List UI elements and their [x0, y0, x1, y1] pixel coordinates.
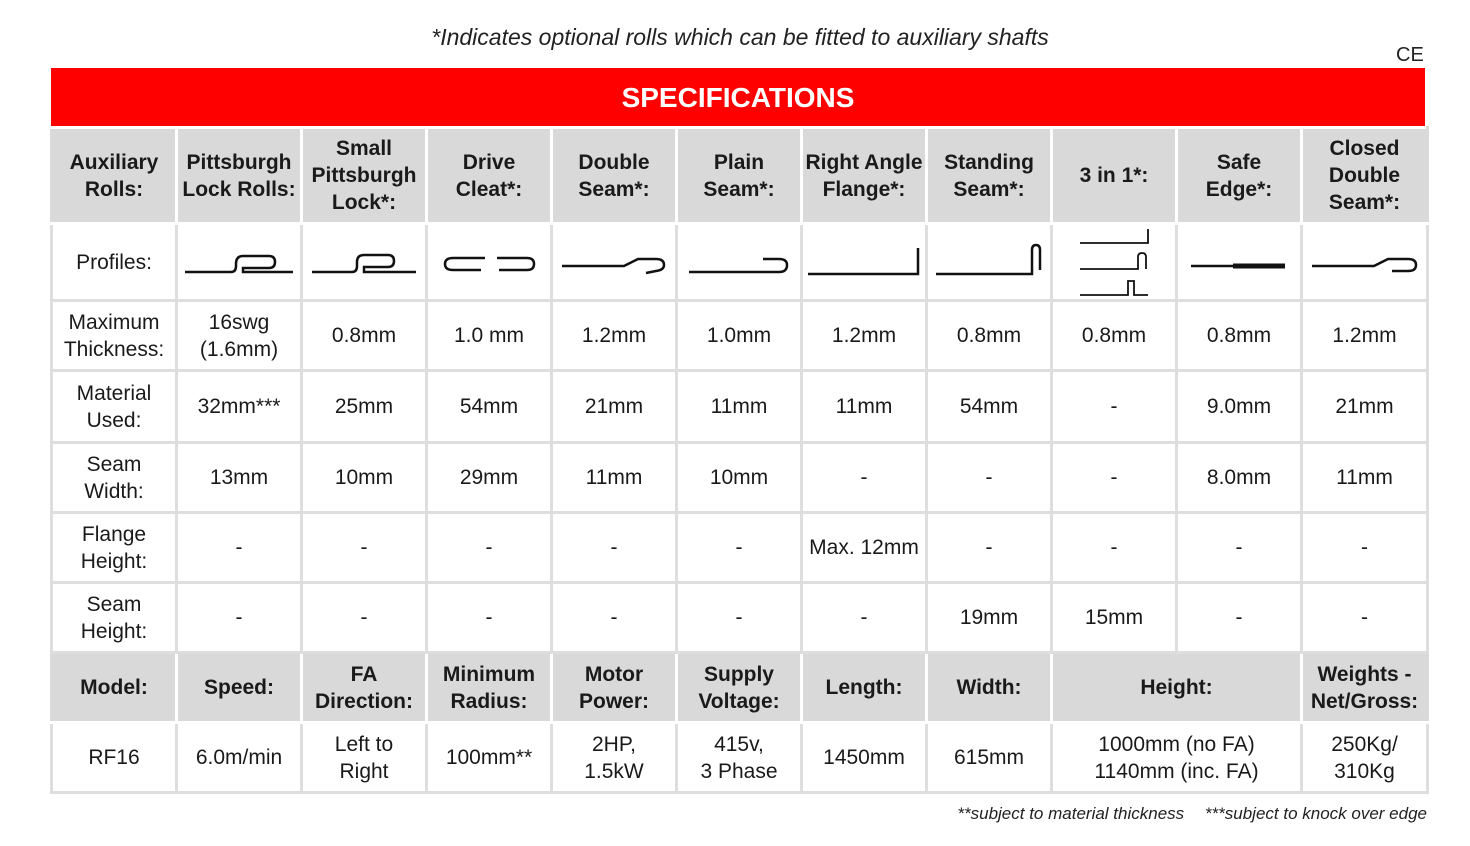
pittsburgh-lock-profile-icon — [183, 242, 295, 282]
spec-value: - — [177, 513, 302, 583]
ce-mark: CE — [1396, 44, 1424, 66]
spec-value: 1.0 mm — [427, 301, 552, 371]
model-value: RF16 — [52, 723, 177, 793]
spec-row-label: Flange Height: — [52, 513, 177, 583]
spec-value: - — [1177, 513, 1302, 583]
profile-cell — [302, 224, 427, 301]
profiles-row — [52, 224, 1428, 301]
spec-value: - — [927, 513, 1052, 583]
spec-value: - — [1302, 513, 1428, 583]
spec-value: 9.0mm — [1177, 371, 1302, 443]
model-column-header: Minimum Radius: — [427, 653, 552, 723]
model-column-header: Motor Power: — [552, 653, 677, 723]
roll-column-header: 3 in 1*: — [1052, 128, 1177, 224]
spec-value: 21mm — [1302, 371, 1428, 443]
spec-row — [52, 443, 1428, 513]
spec-value: 21mm — [552, 371, 677, 443]
spec-value: - — [427, 583, 552, 653]
spec-row-label: Material Used: — [52, 371, 177, 443]
footnotes — [957, 804, 1427, 824]
footnote-material-thickness: **subject to material thickness — [957, 804, 1185, 823]
spec-row-label: Seam Width: — [52, 443, 177, 513]
spec-value: 11mm — [802, 371, 927, 443]
model-header-row — [52, 653, 1428, 723]
three-in-one-profile-icon — [1076, 225, 1152, 299]
spec-value: 29mm — [427, 443, 552, 513]
spec-value: 15mm — [1052, 583, 1177, 653]
spec-value: - — [927, 443, 1052, 513]
spec-value: - — [427, 513, 552, 583]
profile-cell — [927, 224, 1052, 301]
footnote-knock-over-edge: ***subject to knock over edge — [1204, 804, 1427, 823]
spec-value: 0.8mm — [927, 301, 1052, 371]
model-value: 1450mm — [802, 723, 927, 793]
drive-cleat-profile-icon — [439, 242, 539, 282]
spec-value: - — [552, 583, 677, 653]
specifications-title: SPECIFICATIONS — [51, 68, 1425, 127]
spec-row — [52, 513, 1428, 583]
roll-column-header: Pittsburgh Lock Rolls: — [177, 128, 302, 224]
spec-value: 11mm — [677, 371, 802, 443]
model-value: 250Kg/ 310Kg — [1302, 723, 1428, 793]
spec-value: 13mm — [177, 443, 302, 513]
model-value: Left to Right — [302, 723, 427, 793]
spec-value: 11mm — [552, 443, 677, 513]
roll-column-header: Plain Seam*: — [677, 128, 802, 224]
spec-row-label: Maximum Thickness: — [52, 301, 177, 371]
spec-value: 8.0mm — [1177, 443, 1302, 513]
spec-value: Max. 12mm — [802, 513, 927, 583]
model-column-header: Width: — [927, 653, 1052, 723]
profile-cell — [427, 224, 552, 301]
optional-rolls-note: *Indicates optional rolls which can be fitted to auxiliary shafts — [431, 24, 1049, 50]
right-angle-flange-profile-icon — [806, 242, 922, 282]
roll-column-header: Drive Cleat*: — [427, 128, 552, 224]
profile-cell — [1052, 224, 1177, 301]
spec-row — [52, 301, 1428, 371]
profiles-label: Profiles: — [52, 224, 177, 301]
profile-cell — [677, 224, 802, 301]
spec-value: - — [677, 583, 802, 653]
spec-row — [52, 371, 1428, 443]
model-value: 2HP, 1.5kW — [552, 723, 677, 793]
roll-column-header: Small Pittsburgh Lock*: — [302, 128, 427, 224]
spec-value: - — [1177, 583, 1302, 653]
model-column-header: Weights - Net/Gross: — [1302, 653, 1428, 723]
profile-cell — [552, 224, 677, 301]
spec-value: 19mm — [927, 583, 1052, 653]
model-column-header: FA Direction: — [302, 653, 427, 723]
model-value: 6.0m/min — [177, 723, 302, 793]
spec-value: 0.8mm — [302, 301, 427, 371]
model-column-header: Model: — [52, 653, 177, 723]
model-value: 100mm** — [427, 723, 552, 793]
spec-value: - — [177, 583, 302, 653]
spec-value: 54mm — [927, 371, 1052, 443]
model-value: 1000mm (no FA) 1140mm (inc. FA) — [1052, 723, 1302, 793]
spec-value: - — [1052, 371, 1177, 443]
spec-value: - — [802, 443, 927, 513]
spec-value: - — [302, 583, 427, 653]
model-column-header: Height: — [1052, 653, 1302, 723]
spec-value: 1.0mm — [677, 301, 802, 371]
spec-row — [52, 583, 1428, 653]
specifications-table — [50, 126, 1429, 794]
spec-value: 1.2mm — [552, 301, 677, 371]
spec-value: - — [1052, 443, 1177, 513]
spec-value: - — [1302, 583, 1428, 653]
plain-seam-profile-icon — [687, 242, 791, 282]
spec-value: - — [552, 513, 677, 583]
roll-column-header: Double Seam*: — [552, 128, 677, 224]
spec-value: 32mm*** — [177, 371, 302, 443]
spec-value: 0.8mm — [1052, 301, 1177, 371]
standing-seam-profile-icon — [934, 242, 1044, 282]
model-values-row — [52, 723, 1428, 793]
safe-edge-profile-icon — [1189, 242, 1289, 282]
model-column-header: Supply Voltage: — [677, 653, 802, 723]
closed-double-seam-profile-icon — [1310, 242, 1420, 282]
spec-value: 1.2mm — [1302, 301, 1428, 371]
profile-cell — [1302, 224, 1428, 301]
roll-column-header: Closed Double Seam*: — [1302, 128, 1428, 224]
roll-header-row — [52, 128, 1428, 224]
spec-value: - — [802, 583, 927, 653]
spec-value: - — [1052, 513, 1177, 583]
model-column-header: Speed: — [177, 653, 302, 723]
spec-value: 0.8mm — [1177, 301, 1302, 371]
roll-column-header: Right Angle Flange*: — [802, 128, 927, 224]
small-pittsburgh-lock-profile-icon — [310, 242, 418, 282]
profile-cell — [802, 224, 927, 301]
spec-value: - — [302, 513, 427, 583]
roll-column-header: Safe Edge*: — [1177, 128, 1302, 224]
spec-value: 25mm — [302, 371, 427, 443]
profile-cell — [177, 224, 302, 301]
spec-value: 16swg (1.6mm) — [177, 301, 302, 371]
roll-column-header: Standing Seam*: — [927, 128, 1052, 224]
spec-value: 10mm — [302, 443, 427, 513]
model-column-header: Length: — [802, 653, 927, 723]
double-seam-profile-icon — [560, 242, 668, 282]
profile-cell — [1177, 224, 1302, 301]
auxiliary-rolls-label: Auxiliary Rolls: — [52, 128, 177, 224]
spec-row-label: Seam Height: — [52, 583, 177, 653]
spec-value: 10mm — [677, 443, 802, 513]
spec-value: 11mm — [1302, 443, 1428, 513]
spec-value: - — [677, 513, 802, 583]
spec-value: 1.2mm — [802, 301, 927, 371]
model-value: 615mm — [927, 723, 1052, 793]
model-value: 415v, 3 Phase — [677, 723, 802, 793]
spec-value: 54mm — [427, 371, 552, 443]
